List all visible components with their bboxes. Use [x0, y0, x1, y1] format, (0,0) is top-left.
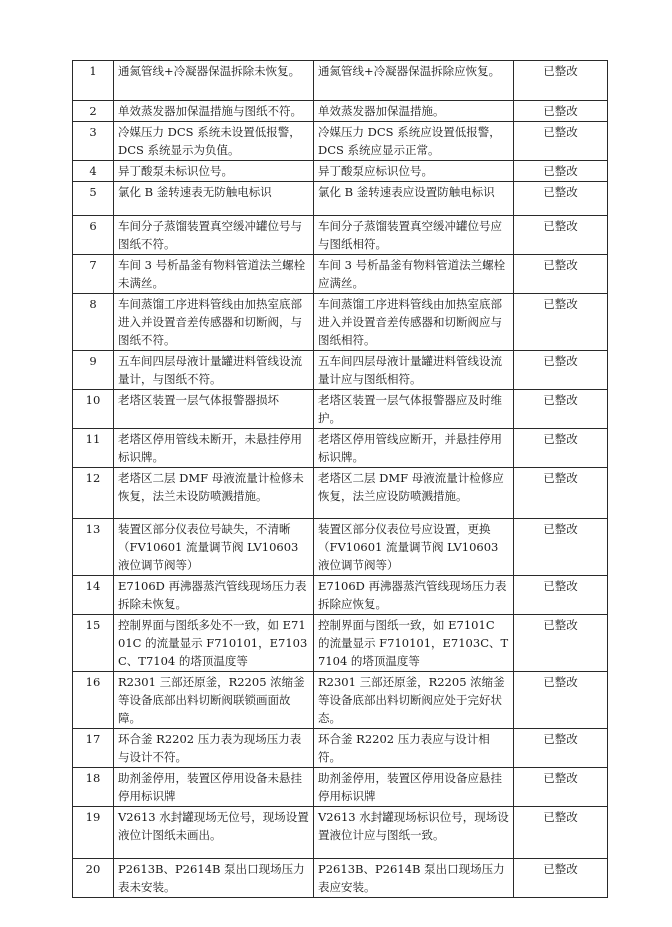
rectification-measure: 异丁酸泵应标识位号。 [314, 161, 514, 182]
table-row [73, 61, 608, 101]
table-row [73, 161, 608, 182]
issue-description: 异丁酸泵未标识位号。 [114, 161, 314, 182]
row-number: 11 [73, 429, 114, 468]
rectification-status: 已整改 [514, 161, 608, 182]
issue-description: 氯化 B 釜转速表无防触电标识 [114, 182, 314, 216]
table-row [73, 122, 608, 161]
table-row [73, 351, 608, 390]
table-row [73, 255, 608, 294]
row-number: 7 [73, 255, 114, 294]
rectification-measure: R2301 三部还原釜，R2205 浓缩釜等设备底部出料切断阀应处于完好状态。 [314, 672, 514, 729]
table-row [73, 216, 608, 255]
table-row [73, 768, 608, 807]
row-number: 3 [73, 122, 114, 161]
rectification-status: 已整改 [514, 390, 608, 429]
table-row [73, 294, 608, 351]
table-row [73, 807, 608, 859]
rectification-measure: 老塔区停用管线应断开，并悬挂停用标识牌。 [314, 429, 514, 468]
rectification-status: 已整改 [514, 429, 608, 468]
rectification-measure: 冷媒压力 DCS 系统应设置低报警，DCS 系统应显示正常。 [314, 122, 514, 161]
row-number: 19 [73, 807, 114, 859]
row-number: 2 [73, 101, 114, 122]
issue-description: 装置区部分仪表位号缺失，不清晰（FV10601 流量调节阀 LV10603 液位调节阀等） [114, 519, 314, 576]
table-row [73, 615, 608, 672]
rectification-status: 已整改 [514, 255, 608, 294]
rectification-status: 已整改 [514, 216, 608, 255]
rectification-measure: 老塔区二层 DMF 母液流量计检修应恢复，法兰应设防喷溅措施。 [314, 468, 514, 519]
row-number: 8 [73, 294, 114, 351]
row-number: 13 [73, 519, 114, 576]
table-row [73, 429, 608, 468]
rectification-measure: 氯化 B 釜转速表应设置防触电标识 [314, 182, 514, 216]
table-row [73, 182, 608, 216]
rectification-status: 已整改 [514, 519, 608, 576]
rectification-measure: 通氮管线+冷凝器保温拆除应恢复。 [314, 61, 514, 101]
row-number: 5 [73, 182, 114, 216]
rectification-table [72, 60, 608, 898]
rectification-measure: V2613 水封罐现场标识位号，现场设置液位计应与图纸一致。 [314, 807, 514, 859]
rectification-status: 已整改 [514, 672, 608, 729]
issue-description: 控制界面与图纸多处不一致，如 E7101C 的流量显示 F710101，E7103C、T7104 的塔顶温度等 [114, 615, 314, 672]
issue-description: 冷媒压力 DCS 系统未设置低报警，DCS 系统显示为负值。 [114, 122, 314, 161]
issue-description: 老塔区装置一层气体报警器损坏 [114, 390, 314, 429]
issue-description: 车间 3 号析晶釜有物料管道法兰螺栓未满丝。 [114, 255, 314, 294]
rectification-status: 已整改 [514, 101, 608, 122]
issue-description: 老塔区停用管线未断开，未悬挂停用标识牌。 [114, 429, 314, 468]
rectification-status: 已整改 [514, 859, 608, 898]
rectification-status: 已整改 [514, 122, 608, 161]
row-number: 4 [73, 161, 114, 182]
rectification-measure: P2613B、P2614B 泵出口现场压力表应安装。 [314, 859, 514, 898]
rectification-measure: 控制界面与图纸一致，如 E7101C 的流量显示 F710101，E7103C、T7104 的塔顶温度等 [314, 615, 514, 672]
row-number: 1 [73, 61, 114, 101]
issue-description: 车间分子蒸馏装置真空缓冲罐位号与图纸不符。 [114, 216, 314, 255]
rectification-status: 已整改 [514, 729, 608, 768]
table-row [73, 390, 608, 429]
issue-description: 环合釜 R2202 压力表为现场压力表与设计不符。 [114, 729, 314, 768]
table-row [73, 672, 608, 729]
issue-description: R2301 三部还原釜，R2205 浓缩釜等设备底部出料切断阀联锁画面故障。 [114, 672, 314, 729]
issue-description: 单效蒸发器加保温措施与图纸不符。 [114, 101, 314, 122]
rectification-measure: E7106D 再沸器蒸汽管线现场压力表拆除应恢复。 [314, 576, 514, 615]
rectification-status: 已整改 [514, 807, 608, 859]
row-number: 20 [73, 859, 114, 898]
issue-description: P2613B、P2614B 泵出口现场压力表未安装。 [114, 859, 314, 898]
issue-description: 车间蒸馏工序进料管线由加热室底部进入并设置音差传感器和切断阀，与图纸不符。 [114, 294, 314, 351]
table-row [73, 576, 608, 615]
row-number: 16 [73, 672, 114, 729]
rectification-measure: 环合釜 R2202 压力表应与设计相符。 [314, 729, 514, 768]
rectification-status: 已整改 [514, 182, 608, 216]
issue-description: 助剂釜停用，装置区停用设备未悬挂停用标识牌 [114, 768, 314, 807]
issue-description: 通氮管线+冷凝器保温拆除未恢复。 [114, 61, 314, 101]
table-row [73, 519, 608, 576]
row-number: 6 [73, 216, 114, 255]
rectification-measure: 助剂釜停用，装置区停用设备应悬挂停用标识牌 [314, 768, 514, 807]
row-number: 12 [73, 468, 114, 519]
table-row [73, 101, 608, 122]
table-row [73, 859, 608, 898]
rectification-status: 已整改 [514, 768, 608, 807]
issue-description: 老塔区二层 DMF 母液流量计检修未恢复，法兰未设防喷溅措施。 [114, 468, 314, 519]
table-row [73, 729, 608, 768]
rectification-status: 已整改 [514, 468, 608, 519]
rectification-status: 已整改 [514, 615, 608, 672]
issue-description: 五车间四层母液计量罐进料管线设流量计，与图纸不符。 [114, 351, 314, 390]
rectification-status: 已整改 [514, 294, 608, 351]
rectification-measure: 车间 3 号析晶釜有物料管道法兰螺栓应满丝。 [314, 255, 514, 294]
rectification-table-body [73, 61, 608, 898]
row-number: 18 [73, 768, 114, 807]
rectification-measure: 五车间四层母液计量罐进料管线设流量计应与图纸相符。 [314, 351, 514, 390]
rectification-measure: 装置区部分仪表位号应设置，更换（FV10601 流量调节阀 LV10603 液位调节阀等） [314, 519, 514, 576]
rectification-status: 已整改 [514, 351, 608, 390]
issue-description: V2613 水封罐现场无位号，现场设置液位计图纸未画出。 [114, 807, 314, 859]
row-number: 14 [73, 576, 114, 615]
table-row [73, 468, 608, 519]
row-number: 10 [73, 390, 114, 429]
row-number: 9 [73, 351, 114, 390]
rectification-measure: 车间分子蒸馏装置真空缓冲罐位号应与图纸相符。 [314, 216, 514, 255]
issue-description: E7106D 再沸器蒸汽管线现场压力表拆除未恢复。 [114, 576, 314, 615]
rectification-measure: 单效蒸发器加保温措施。 [314, 101, 514, 122]
rectification-status: 已整改 [514, 61, 608, 101]
rectification-status: 已整改 [514, 576, 608, 615]
rectification-measure: 车间蒸馏工序进料管线由加热室底部进入并设置音差传感器和切断阀应与图纸相符。 [314, 294, 514, 351]
row-number: 17 [73, 729, 114, 768]
row-number: 15 [73, 615, 114, 672]
rectification-measure: 老塔区装置一层气体报警器应及时维护。 [314, 390, 514, 429]
